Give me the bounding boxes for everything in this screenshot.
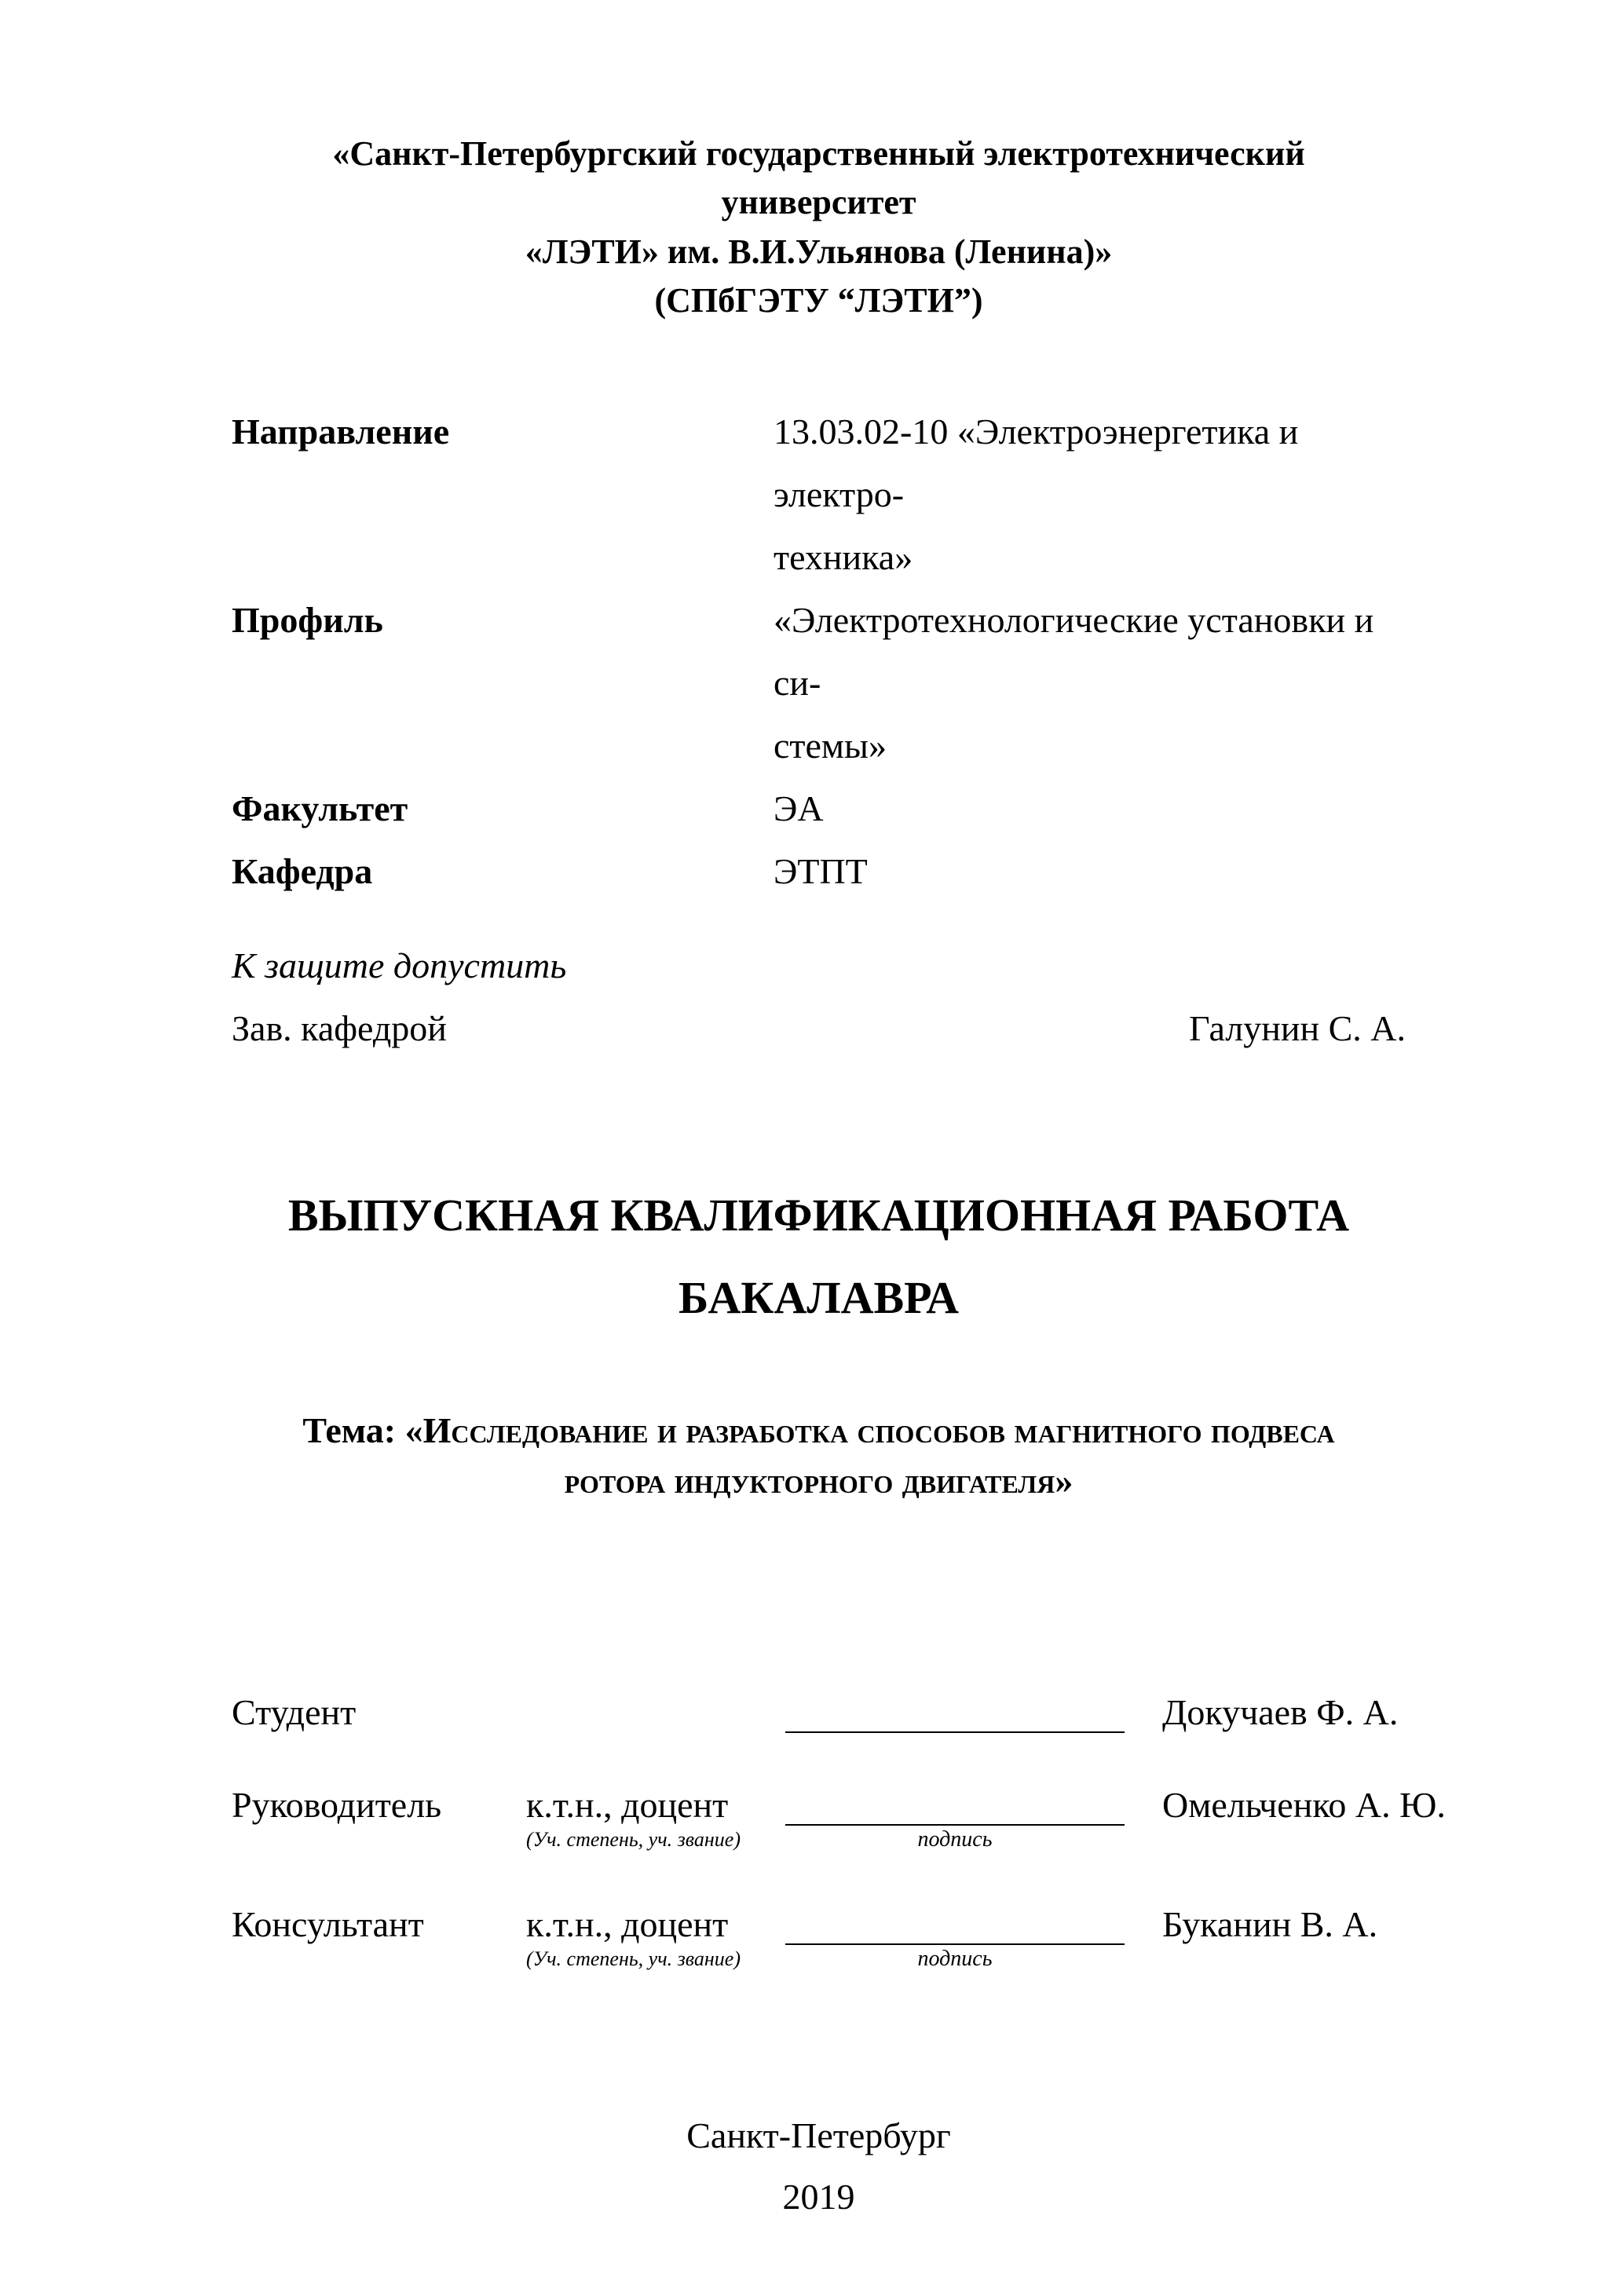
degree-label: к.т.н., доцент <box>526 1903 729 1944</box>
signature-section <box>232 1691 1446 1973</box>
signature-line <box>785 1783 1125 1826</box>
university-header-line-2: «ЛЭТИ» им. В.И.Ульянова (Ленина)» <box>525 232 1113 271</box>
signature-line <box>785 1903 1125 1945</box>
detail-value <box>774 400 1406 589</box>
program-details <box>232 400 1406 903</box>
detail-value-line: «Электротехнологические установки и си- <box>774 599 1374 703</box>
footer <box>232 2105 1406 2228</box>
university-header <box>232 130 1406 326</box>
thesis-title-line-2: БАКАЛАВРА <box>678 1271 960 1323</box>
signature-row-supervisor <box>232 1783 1446 1854</box>
detail-value <box>774 840 868 903</box>
degree-caption: (Уч. степень, уч. звание) <box>526 1827 741 1851</box>
detail-label: Направление <box>232 411 450 452</box>
signer-name: Омельченко А. Ю. <box>1162 1784 1446 1825</box>
signature-row-student <box>232 1691 1406 1735</box>
detail-value-line: ЭА <box>774 788 824 828</box>
signature-line-block <box>785 1691 1162 1733</box>
university-header-line-1: «Санкт-Петербургский государственный электротехнический университет <box>332 134 1305 222</box>
signature-caption: подпись <box>917 1826 993 1852</box>
signature-line-block <box>785 1783 1162 1854</box>
approver-name: Галунин С. А. <box>1189 1007 1406 1048</box>
topic-line-1 <box>232 1406 1406 1456</box>
topic-text-line-2: ротора индукторного двигателя» <box>564 1460 1074 1501</box>
admission-row <box>232 997 1406 1060</box>
role-label: Консультант <box>232 1903 424 1944</box>
footer-year: 2019 <box>782 2176 855 2217</box>
signer-name: Докучаев Ф. А. <box>1162 1691 1399 1732</box>
detail-row-faculty <box>232 777 1406 840</box>
topic-prefix: Тема: <box>302 1409 397 1450</box>
detail-value-line: стемы» <box>774 725 887 766</box>
signer-name: Буканин В. А. <box>1162 1903 1378 1944</box>
role-label: Руководитель <box>232 1784 442 1825</box>
signature-line <box>785 1691 1125 1733</box>
detail-value-line: техника» <box>774 536 913 577</box>
detail-value-line: 13.03.02-10 «Электроэнергетика и электро- <box>774 411 1299 514</box>
thesis-topic <box>232 1406 1406 1506</box>
footer-city: Санкт-Петербург <box>686 2115 951 2155</box>
admission-block <box>232 934 1406 1060</box>
detail-label: Профиль <box>232 599 383 640</box>
degree-block <box>526 1903 785 1972</box>
university-header-line-3: (СПбГЭТУ “ЛЭТИ”) <box>654 281 983 320</box>
admission-statement: К защите допустить <box>232 945 567 985</box>
signature-row-consultant <box>232 1903 1406 1973</box>
degree-label: к.т.н., доцент <box>526 1784 729 1825</box>
topic-text-line-1: «Исследование и разработка способов магнитного подвеса <box>404 1409 1335 1450</box>
detail-row-department <box>232 840 1406 903</box>
role-label: Студент <box>232 1691 357 1732</box>
signature-caption: подпись <box>917 1946 993 1971</box>
thesis-title-line-1: ВЫПУСКНАЯ КВАЛИФИКАЦИОННАЯ РАБОТА <box>287 1189 1350 1241</box>
detail-row-direction <box>232 400 1406 589</box>
thesis-title <box>232 1174 1406 1339</box>
signature-line-block <box>785 1903 1162 1973</box>
detail-label: Кафедра <box>232 850 373 891</box>
head-of-department-label: Зав. кафедрой <box>232 1007 447 1048</box>
detail-value <box>774 589 1406 777</box>
detail-row-profile <box>232 589 1406 777</box>
degree-block <box>526 1783 785 1852</box>
detail-label: Факультет <box>232 788 408 828</box>
detail-value <box>774 777 824 840</box>
degree-caption: (Уч. степень, уч. звание) <box>526 1947 741 1970</box>
detail-value-line: ЭТПТ <box>774 850 868 891</box>
